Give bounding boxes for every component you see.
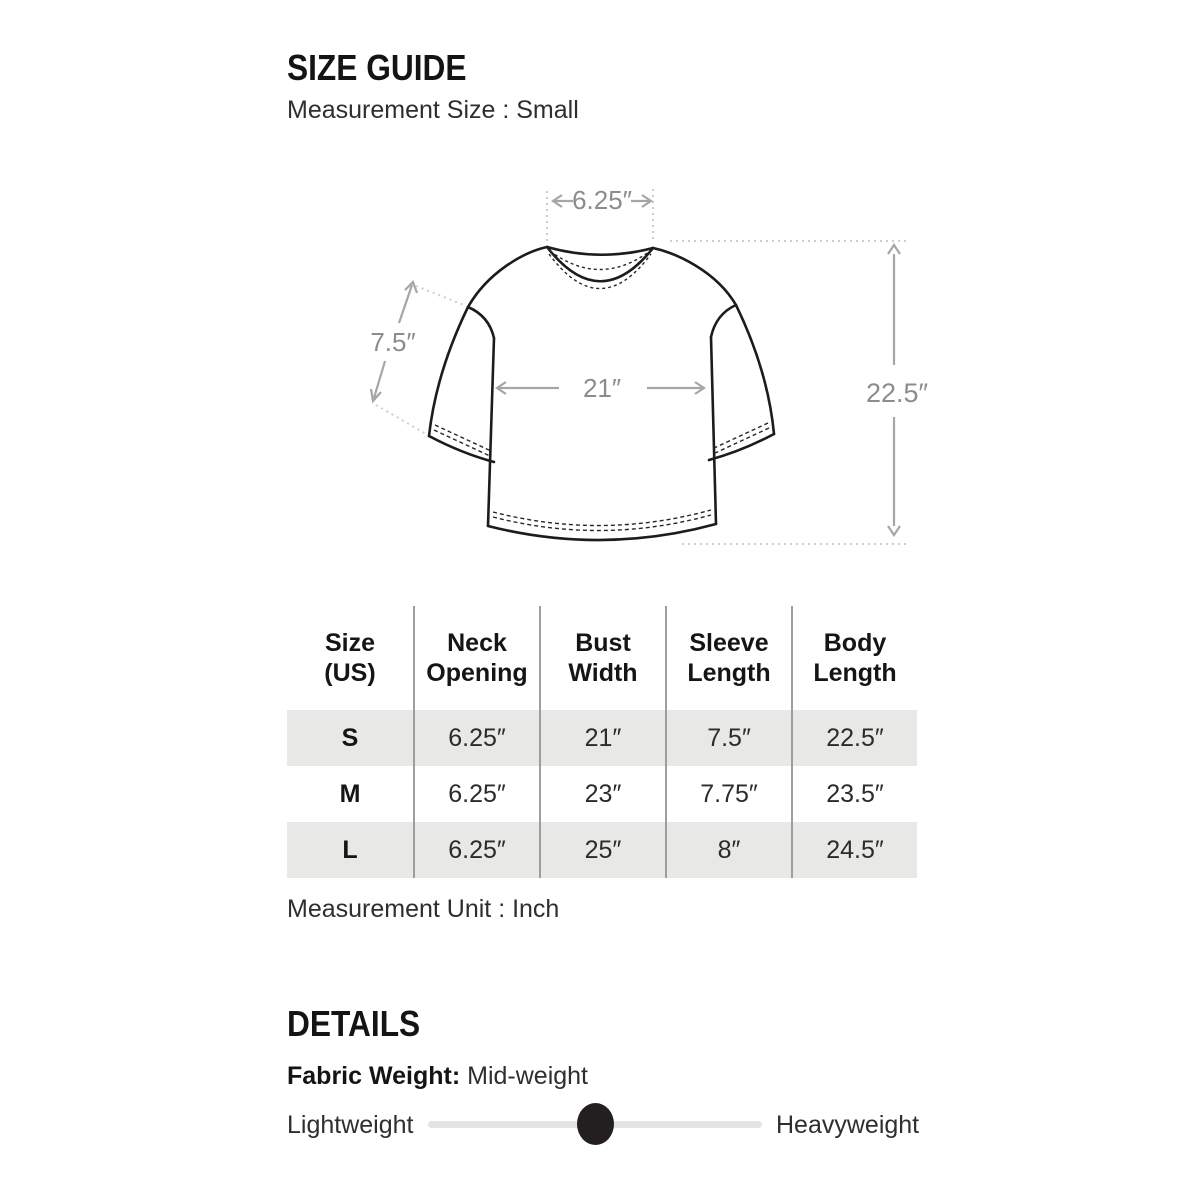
armhole-left-line bbox=[468, 307, 494, 338]
sleeve-hem-left-line bbox=[429, 436, 494, 462]
slider-label-heavyweight: Heavyweight bbox=[776, 1111, 920, 1139]
tshirt-diagram-svg bbox=[360, 165, 940, 565]
bust-width-value: 21″ bbox=[582, 373, 622, 403]
fabric-weight-slider bbox=[287, 1100, 920, 1150]
table-row-medium bbox=[287, 766, 917, 822]
sleeve-outer-left-line bbox=[429, 307, 468, 436]
dim-bust-width bbox=[497, 373, 704, 403]
sleeve-dim-extension-top bbox=[416, 286, 464, 305]
sleeve-outer-right-line bbox=[736, 305, 774, 434]
shoulder-left-line bbox=[468, 247, 547, 307]
sleeve-hem-right-line bbox=[709, 434, 774, 460]
dim-body-length bbox=[670, 241, 928, 544]
size-table bbox=[287, 606, 917, 878]
dim-sleeve-length bbox=[370, 282, 464, 434]
sleeve-dim-shaft-top bbox=[399, 285, 412, 323]
cell-neck-opening: 6.25″ bbox=[413, 766, 539, 822]
page-title: SIZE GUIDE bbox=[287, 47, 467, 88]
cell-body-length: 24.5″ bbox=[791, 822, 917, 878]
table-row-large bbox=[287, 822, 917, 878]
body-dim-arrowhead-bottom bbox=[888, 526, 900, 535]
body-side-right-line bbox=[711, 337, 716, 524]
cell-body-length: 23.5″ bbox=[791, 766, 917, 822]
body-length-value: 22.5″ bbox=[865, 378, 929, 408]
fabric-weight-value: Mid-weight bbox=[467, 1062, 588, 1090]
neck-opening-value: 6.25″ bbox=[572, 185, 632, 215]
slider-label-lightweight: Lightweight bbox=[287, 1111, 414, 1139]
cell-size: L bbox=[342, 835, 358, 864]
sleeve-dim-extension-bottom bbox=[376, 405, 426, 434]
fabric-weight-row bbox=[287, 1062, 588, 1091]
slider-knob[interactable] bbox=[577, 1103, 614, 1145]
cell-bust-width: 23″ bbox=[539, 766, 665, 822]
shoulder-right-line bbox=[653, 248, 736, 305]
cell-size: S bbox=[341, 723, 359, 752]
cell-neck-opening: 6.25″ bbox=[413, 822, 539, 878]
table-row-small bbox=[287, 710, 917, 766]
cell-size: M bbox=[339, 779, 361, 808]
dim-neck-opening bbox=[547, 185, 653, 241]
tshirt-measurement-diagram bbox=[360, 165, 940, 565]
sleeve-stitch-left-1 bbox=[435, 425, 491, 451]
armhole-right-line bbox=[711, 305, 736, 337]
body-dim-arrowhead-top bbox=[888, 245, 900, 254]
col-header-neck-opening: Neck Opening bbox=[413, 606, 539, 710]
table-header-row bbox=[287, 606, 917, 710]
col-header-body-length: Body Length bbox=[791, 606, 917, 710]
sleeve-length-value: 7.5″ bbox=[370, 327, 416, 357]
col-header-bust-width: Bust Width bbox=[539, 606, 665, 710]
cell-sleeve-length: 7.75″ bbox=[665, 766, 791, 822]
cell-bust-width: 25″ bbox=[539, 822, 665, 878]
measurement-unit-label: Measurement Unit : Inch bbox=[287, 895, 560, 923]
fabric-weight-label: Fabric Weight: bbox=[287, 1062, 461, 1090]
measurement-size-label: Measurement Size : Small bbox=[287, 96, 579, 124]
cell-sleeve-length: 8″ bbox=[665, 822, 791, 878]
cell-body-length: 22.5″ bbox=[791, 710, 917, 766]
cell-bust-width: 21″ bbox=[539, 710, 665, 766]
body-hem-line bbox=[488, 524, 716, 540]
body-side-left-line bbox=[488, 338, 494, 526]
sleeve-stitch-right-1 bbox=[712, 423, 768, 449]
cell-sleeve-length: 7.5″ bbox=[665, 710, 791, 766]
col-header-sleeve-length: Sleeve Length bbox=[665, 606, 791, 710]
col-header-size: Size (US) bbox=[324, 629, 376, 687]
hem-stitch-2 bbox=[493, 515, 711, 531]
collar-top-line bbox=[547, 247, 653, 255]
cell-neck-opening: 6.25″ bbox=[413, 710, 539, 766]
hem-stitch-1 bbox=[493, 510, 711, 526]
details-title: DETAILS bbox=[287, 1003, 421, 1044]
collar-stitch-outer bbox=[549, 254, 651, 289]
